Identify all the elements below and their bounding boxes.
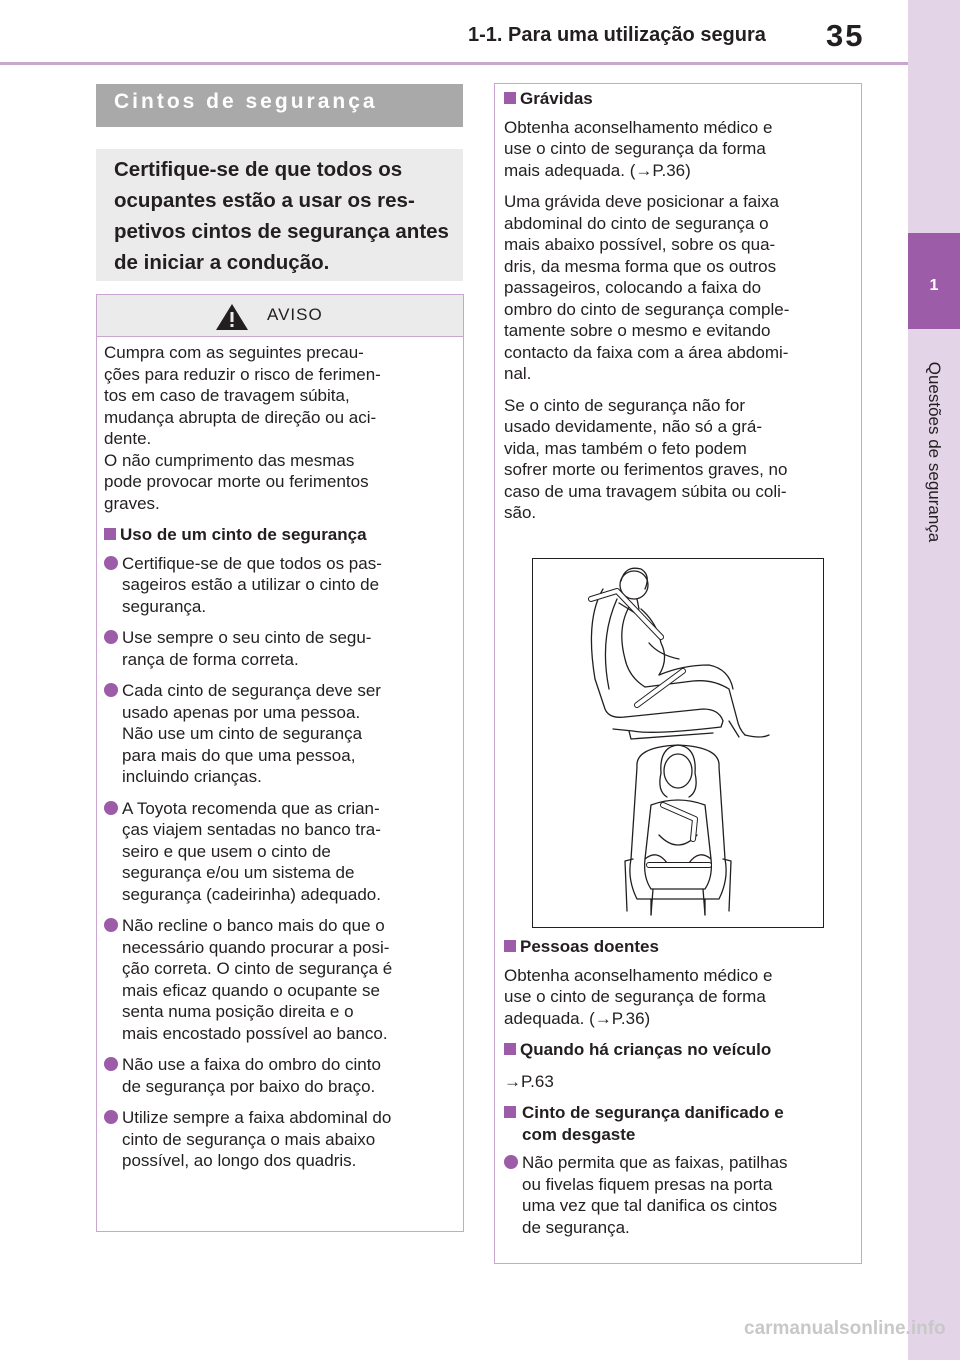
text-line: use o cinto de segurança de forma bbox=[504, 987, 766, 1006]
warning-intro-line: Cumpra com as seguintes precau- bbox=[104, 343, 364, 362]
warning-bullet bbox=[104, 915, 459, 1044]
section-intro-box bbox=[96, 149, 463, 281]
children-heading-text: Quando há crianças no veículo bbox=[520, 1040, 772, 1059]
warning-subsection-heading bbox=[104, 524, 459, 546]
warning-intro-line: pode provocar morte ou ferimentos bbox=[104, 472, 369, 491]
text-line: contacto da faixa com a área abdomi- bbox=[504, 342, 789, 362]
bullet-line: Não use a faixa do ombro do cinto bbox=[122, 1055, 381, 1074]
square-bullet-icon bbox=[504, 92, 516, 104]
text-line: usado devidamente, não só a grá- bbox=[504, 417, 763, 436]
pregnant-heading bbox=[504, 88, 854, 110]
section-title: Cintos de segurança bbox=[114, 90, 378, 113]
info-content-bottom bbox=[504, 936, 854, 1238]
square-bullet-icon bbox=[104, 528, 116, 540]
text-line: Se o cinto de segurança não for bbox=[504, 395, 745, 415]
children-heading bbox=[504, 1039, 854, 1061]
bullet-line: rança de forma correta. bbox=[122, 649, 299, 669]
bullet-line: mais encostado possível ao banco. bbox=[122, 1023, 388, 1043]
chapter-tab bbox=[908, 233, 960, 329]
header-rule bbox=[0, 62, 908, 65]
text-line: mais abaixo possível, sobre os qua- bbox=[504, 235, 776, 254]
warning-bullet bbox=[104, 553, 459, 618]
bullet-line: segurança. bbox=[122, 596, 207, 616]
warning-label: AVISO bbox=[267, 305, 323, 324]
square-bullet-icon bbox=[504, 1106, 516, 1118]
bullet-line: de segurança por baixo do braço. bbox=[122, 1076, 376, 1096]
warning-intro-line: O não cumprimento das mesmas bbox=[104, 450, 355, 470]
watermark: carmanualsonline.info bbox=[744, 1318, 946, 1339]
text-line: nal. bbox=[504, 364, 532, 383]
warning-bullet bbox=[104, 680, 459, 788]
text-line: adequada. (→P.36) bbox=[504, 1008, 651, 1028]
text-line: passageiros, colocando a faixa do bbox=[504, 278, 762, 297]
bullet-line: segurança e/ou um sistema de bbox=[122, 863, 355, 882]
text-line: são. bbox=[504, 503, 537, 522]
warning-triangle-icon bbox=[215, 303, 249, 331]
section-intro: Certifique-se de que todos os ocupantes estão a usar os res-petivos cintos de segurança antes de iniciar a condução. bbox=[114, 158, 449, 274]
circle-bullet-icon bbox=[104, 918, 118, 932]
warning-bullet bbox=[104, 627, 459, 670]
info-content-top bbox=[504, 88, 854, 524]
circle-bullet-icon bbox=[104, 1110, 118, 1124]
warning-bullet bbox=[104, 1107, 459, 1172]
text-line: ombro do cinto de segurança comple- bbox=[504, 299, 790, 319]
bullet-line: ção correta. O cinto de segurança é bbox=[122, 959, 393, 978]
bullet-line: de segurança. bbox=[522, 1217, 630, 1237]
bullet-line: Use sempre o seu cinto de segu- bbox=[122, 628, 372, 647]
bullet-line: mais eficaz quando o ocupante se bbox=[122, 980, 381, 1000]
bullet-line: necessário quando procurar a posi- bbox=[122, 937, 390, 957]
circle-bullet-icon bbox=[104, 556, 118, 570]
circle-bullet-icon bbox=[104, 630, 118, 644]
text-line: tamente sobre o mesmo e evitando bbox=[504, 321, 771, 340]
ill-heading bbox=[504, 936, 854, 958]
pregnant-heading-text: Grávidas bbox=[520, 89, 593, 108]
damaged-bullet bbox=[504, 1152, 854, 1238]
bullet-line: Certifique-se de que todos os pas- bbox=[122, 553, 382, 573]
square-bullet-icon bbox=[504, 940, 516, 952]
text-line: abdominal do cinto de segurança o bbox=[504, 213, 769, 233]
text-line: use o cinto de segurança da forma bbox=[504, 139, 766, 158]
chapter-number: 1 bbox=[929, 277, 939, 294]
chapter-label: Questões de segurança bbox=[925, 361, 944, 543]
text-line: dris, da mesma forma que os outros bbox=[504, 256, 777, 276]
seated-pregnant-woman-drawing bbox=[533, 559, 823, 927]
section-title-bar bbox=[96, 84, 463, 127]
heading-line: Cinto de segurança danificado e bbox=[522, 1103, 784, 1122]
text-line: Obtenha aconselhamento médico e bbox=[504, 117, 773, 137]
bullet-line: sageiros estão a utilizar o cinto de bbox=[122, 575, 380, 594]
bullet-line: incluindo crianças. bbox=[122, 767, 262, 786]
bullet-line: A Toyota recomenda que as crian- bbox=[122, 798, 380, 818]
bullet-line: segurança (cadeirinha) adequado. bbox=[122, 884, 381, 904]
text-line: sofrer morte ou ferimentos graves, no bbox=[504, 460, 788, 479]
warning-header bbox=[97, 295, 463, 337]
warning-intro-line: ções para reduzir o risco de ferimen- bbox=[104, 364, 381, 384]
damaged-heading bbox=[504, 1102, 854, 1145]
warning-content bbox=[104, 342, 459, 1172]
heading-line: com desgaste bbox=[522, 1124, 636, 1144]
bullet-line: cinto de segurança o mais abaixo bbox=[122, 1129, 376, 1149]
pregnant-seatbelt-illustration bbox=[532, 558, 824, 928]
text-line: Obtenha aconselhamento médico e bbox=[504, 965, 773, 985]
running-header-title: 1-1. Para uma utilização segura bbox=[468, 24, 766, 46]
ill-heading-text: Pessoas doentes bbox=[520, 937, 659, 956]
warning-intro-line: graves. bbox=[104, 493, 160, 513]
warning-intro-line: dente. bbox=[104, 429, 152, 448]
circle-bullet-icon bbox=[104, 1057, 118, 1071]
bullet-line: uma vez que tal danifica os cintos bbox=[522, 1196, 778, 1215]
bullet-line: senta numa posição direita e o bbox=[122, 1002, 354, 1021]
bullet-line: Utilize sempre a faixa abdominal do bbox=[122, 1108, 392, 1127]
warning-bullet bbox=[104, 1054, 459, 1097]
bullet-line: Cada cinto de segurança deve ser bbox=[122, 681, 381, 700]
bullet-line: ças viajem sentadas no banco tra- bbox=[122, 820, 381, 839]
circle-bullet-icon bbox=[504, 1155, 518, 1169]
text-line: Uma grávida deve posicionar a faixa bbox=[504, 192, 779, 211]
text-line: caso de uma travagem súbita ou coli- bbox=[504, 481, 787, 501]
page-number: 35 bbox=[826, 18, 865, 53]
text-line: vida, mas também o feto podem bbox=[504, 438, 747, 458]
bullet-line: ou fivelas fiquem presas na porta bbox=[522, 1174, 773, 1194]
bullet-line: para mais do que uma pessoa, bbox=[122, 745, 356, 765]
children-page-reference: →P.63 bbox=[504, 1071, 554, 1091]
circle-bullet-icon bbox=[104, 801, 118, 815]
warning-intro-line: tos em caso de travagem súbita, bbox=[104, 386, 350, 405]
bullet-line: Não use um cinto de segurança bbox=[122, 724, 363, 743]
bullet-line: possível, ao longo dos quadris. bbox=[122, 1151, 357, 1170]
square-bullet-icon bbox=[504, 1043, 516, 1055]
bullet-line: Não permita que as faixas, patilhas bbox=[522, 1153, 788, 1172]
warning-intro-line: mudança abrupta de direção ou aci- bbox=[104, 407, 377, 427]
side-tab-top bbox=[908, 0, 960, 233]
warning-bullet bbox=[104, 798, 459, 906]
circle-bullet-icon bbox=[104, 683, 118, 697]
bullet-line: Não recline o banco mais do que o bbox=[122, 916, 385, 935]
text-line: mais adequada. (→P.36) bbox=[504, 160, 691, 180]
bullet-line: usado apenas por uma pessoa. bbox=[122, 702, 361, 722]
bullet-line: seiro e que usem o cinto de bbox=[122, 841, 331, 861]
warning-subsection-text: Uso de um cinto de segurança bbox=[120, 525, 367, 544]
